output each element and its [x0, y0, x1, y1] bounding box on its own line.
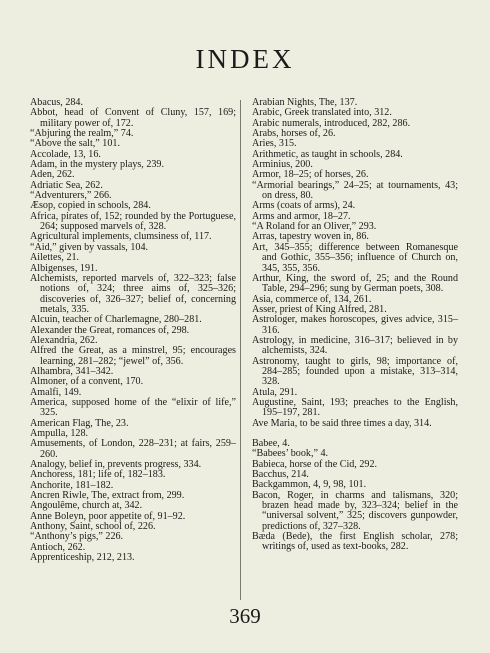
index-entry: Anne Boleyn, poor appetite of, 91–92. — [30, 510, 186, 522]
index-entry: Alexandria, 262. — [30, 334, 98, 346]
index-entry: Analogy, belief in, prevents progress, 334. — [30, 459, 202, 471]
index-entry: Babieca, horse of the Cid, 292. — [252, 458, 378, 470]
index-entry: Alexander the Great, romances of, 298. — [30, 324, 190, 336]
index-entry: Antioch, 262. — [30, 541, 86, 553]
index-entry: Aden, 262. — [30, 169, 75, 181]
index-entry: Astronomy, taught to girls, 98; importance of, 284–285; founded upon a mistake, 313–314, 328. — [252, 355, 458, 388]
index-entry: Arabian Nights, The, 137. — [252, 97, 358, 108]
index-entry: Accolade, 13, 16. — [30, 148, 101, 160]
index-entry: Albigenses, 191. — [30, 262, 98, 274]
index-entry: Almoner, of a convent, 170. — [30, 376, 144, 388]
index-entry: Bæda (Bede), the first English scholar, 278; writings of, used as text-books, 282. — [252, 531, 458, 553]
index-entry: “Adventurers,” 266. — [30, 190, 112, 202]
index-entry: Alhambra, 341–342. — [30, 365, 114, 377]
index-entry: Art, 345–355; difference between Romanesque and Gothic, 355–356; influence of Church on, 345, 355, 356. — [252, 241, 458, 274]
index-entry: American Flag, The, 23. — [30, 417, 129, 429]
index-entry: Africa, pirates of, 152; rounded by the Portuguese, 264; supposed marvels of, 328. — [30, 210, 236, 233]
index-entry: Armor, 18–25; of horses, 26. — [252, 169, 369, 181]
index-entry: Arms and armor, 18–27. — [252, 210, 351, 222]
index-entry: Arms (coats of arms), 24. — [252, 200, 356, 212]
index-entry: “Above the salt,” 101. — [30, 138, 120, 150]
index-entry: Arthur, King, the sword of, 25; and the Round Table, 294–296; sung by German poets, 308. — [252, 272, 458, 295]
index-entry: “Babees’ book,” 4. — [252, 448, 329, 460]
index-entry: Arabic, Greek translated into, 312. — [252, 107, 392, 119]
left-column — [30, 98, 236, 563]
right-column — [252, 98, 458, 553]
index-entry: Anthony, Saint, school of, 226. — [30, 521, 156, 533]
index-entry: “A Roland for an Oliver,” 293. — [252, 221, 377, 233]
index-entry: Abbot, head of Convent of Cluny, 157, 169; military power of, 172. — [30, 107, 236, 129]
index-entry: Augustine, Saint, 193; preaches to the English, 195–197, 281. — [252, 396, 458, 419]
index-entry: Arras, tapestry woven in, 86. — [252, 231, 369, 243]
index-entry: Abacus, 284. — [30, 97, 83, 108]
index-entry: “Abjuring the realm,” 74. — [30, 128, 134, 140]
index-entry: Arithmetic, as taught in schools, 284. — [252, 148, 403, 160]
index-entry: Amusements, of London, 228–231; at fairs, 259–260. — [30, 438, 236, 460]
page-number: 369 — [229, 604, 261, 628]
index-entry: Babee, 4. — [252, 438, 290, 449]
index-entry: America, supposed home of the “elixir of life,” 325. — [30, 396, 236, 419]
index-entry: Atula, 291. — [252, 386, 298, 398]
index-entry: Ailettes, 21. — [30, 252, 80, 264]
index-entry: Alcuin, teacher of Charlemagne, 280–281. — [30, 314, 202, 326]
column-divider — [240, 100, 241, 600]
page-title: INDEX — [195, 44, 295, 74]
index-entry: Arabic numerals, introduced, 282, 286. — [252, 117, 411, 129]
index-entry: Adam, in the mystery plays, 239. — [30, 159, 165, 171]
index-entry: Bacchus, 214. — [252, 469, 309, 481]
index-entry: Astrologer, makes horoscopes, gives advice, 315–316. — [252, 314, 458, 336]
index-entry: “Armorial bearings,” 24–25; at tournaments, 43; on dress, 80. — [252, 179, 458, 202]
index-entry: Aries, 315. — [252, 138, 297, 150]
index-entry: Anchorite, 181–182. — [30, 479, 114, 491]
index-entry: Ave Maria, to be said three times a day, 314. — [252, 417, 432, 429]
index-entry: “Aid,” given by vassals, 104. — [30, 241, 149, 253]
index-entry: Apprenticeship, 212, 213. — [30, 552, 135, 564]
index-entry: Asser, priest of King Alfred, 281. — [252, 303, 387, 315]
index-entry: “Anthony’s pigs,” 226. — [30, 531, 124, 543]
index-entry: Astrology, in medicine, 316–317; believed in by alchemists, 324. — [252, 334, 458, 357]
index-entry: Arminius, 200. — [252, 159, 313, 171]
index-entry: Anchoress, 181; life of, 182–183. — [30, 469, 166, 481]
index-entry: Angoulême, church at, 342. — [30, 500, 143, 512]
index-entry: Alchemists, reported marvels of, 322–323; false notions of, 324; three aims of, 325–326; discoveries of, 326–327; belief of, concerning metals, 335. — [30, 272, 236, 315]
index-entry: Adriatic Sea, 262. — [30, 179, 103, 191]
index-entry: Amalfi, 149. — [30, 386, 82, 398]
index-entry: Agricultural implements, clumsiness of, 117. — [30, 231, 212, 243]
index-entry: Ampulla, 128. — [30, 428, 89, 439]
index-entry: Arabs, horses of, 26. — [252, 128, 336, 140]
index-entry: Bacon, Roger, in charms and talismans, 320; brazen head made by, 323–324; belief in the “universal solvent,” 325; discovers gunpowder, predictions of, 327–328. — [252, 489, 458, 532]
index-entry: Backgammon, 4, 9, 98, 101. — [252, 479, 367, 491]
index-entry: Ancren Riwle, The, extract from, 299. — [30, 490, 185, 502]
index-entry: Æsop, copied in schools, 284. — [30, 200, 151, 212]
index-entry: Alfred the Great, as a minstrel, 95; encourages learning, 281–282; “jewel” of, 356. — [30, 345, 236, 367]
index-entry: Asia, commerce of, 134, 261. — [252, 293, 372, 305]
